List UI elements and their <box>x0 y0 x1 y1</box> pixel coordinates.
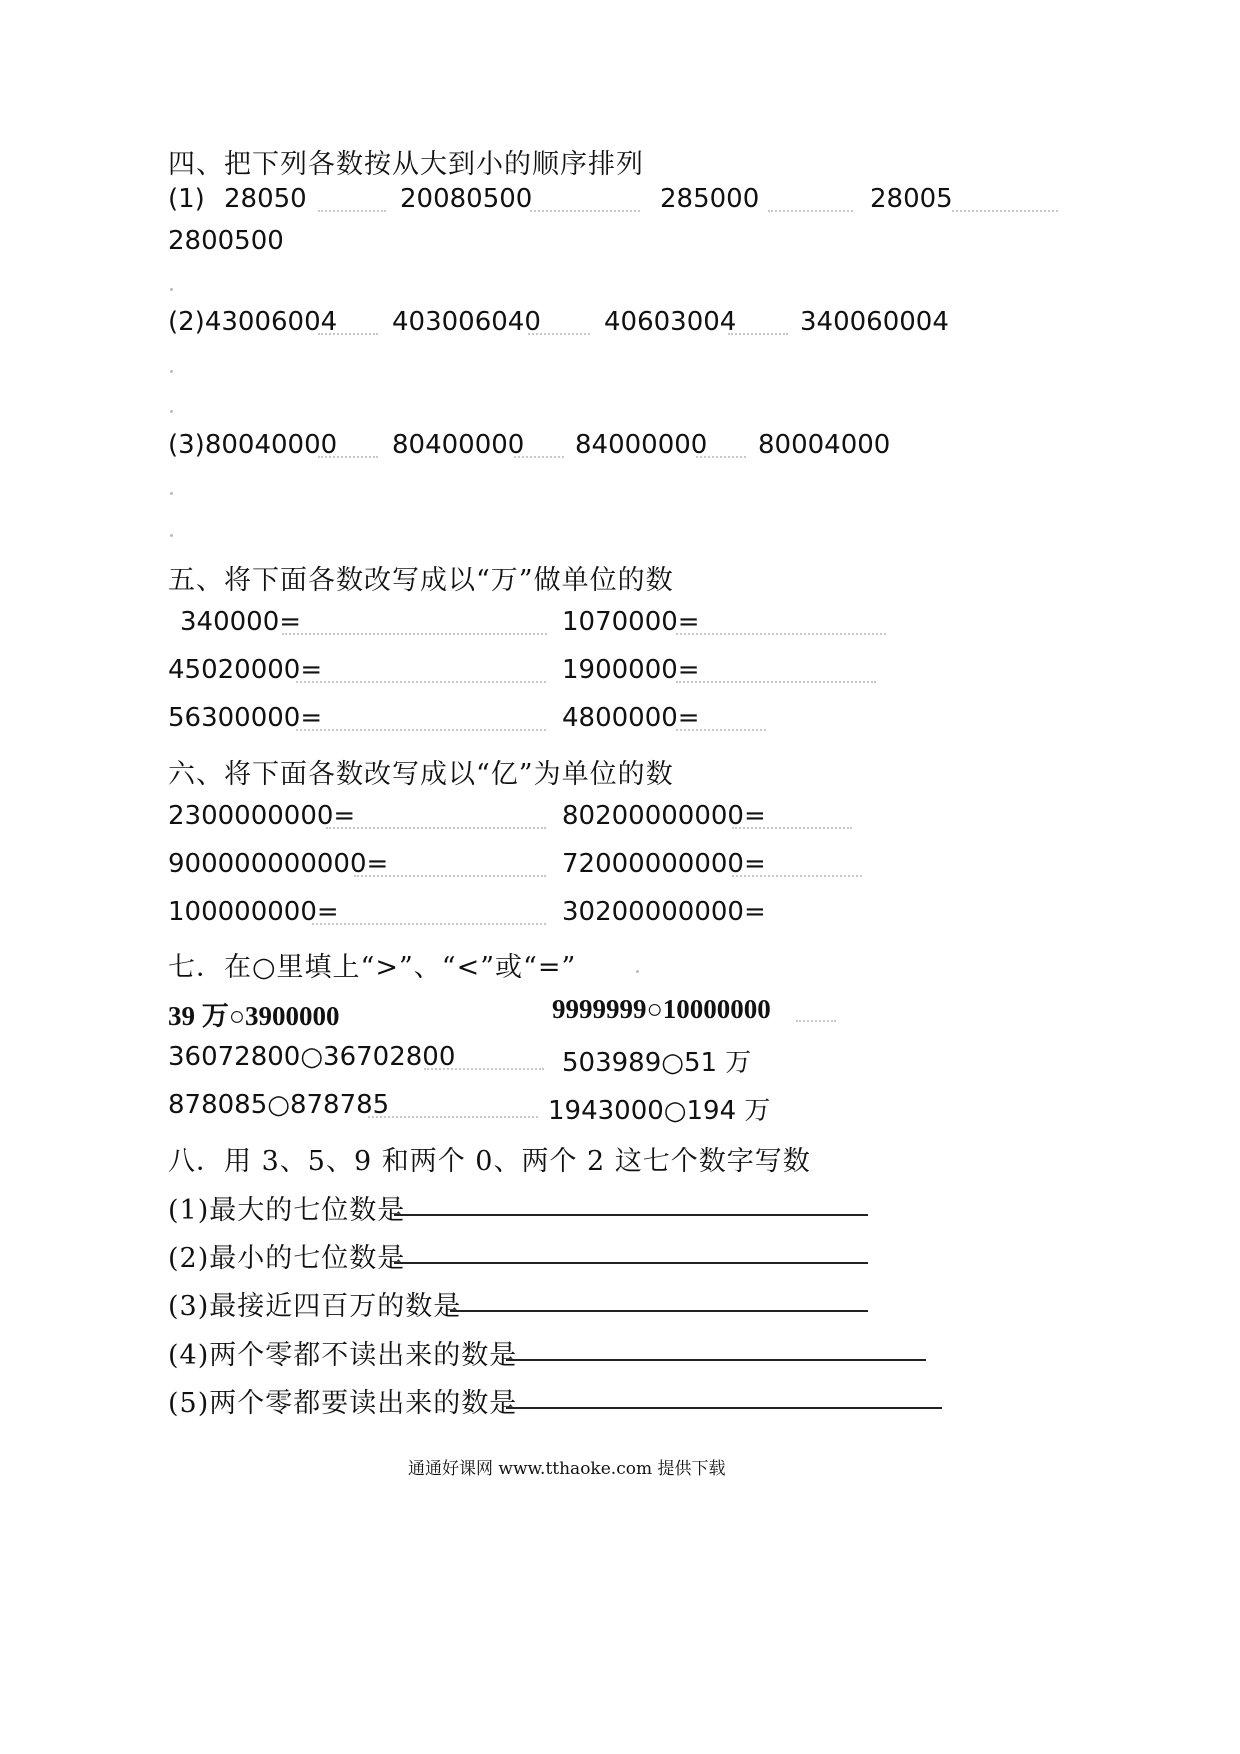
dotted-gap <box>368 1116 538 1118</box>
dotted-gap <box>732 827 852 829</box>
s4-r2-d: 340060004 <box>800 307 949 337</box>
dotted-gap <box>530 210 640 212</box>
dotted-gap <box>732 875 862 877</box>
answer-line-4[interactable] <box>506 1359 926 1361</box>
dotted-gap <box>728 333 788 335</box>
dotted-gap <box>296 729 546 731</box>
s4-r1-d: 28005 <box>870 184 953 214</box>
s4-r3-d: 80004000 <box>758 430 891 460</box>
dot-mark <box>636 970 639 973</box>
dotted-gap <box>318 456 378 458</box>
s5-item-2: 1070000= <box>562 607 700 637</box>
s4-r1-label: (1) <box>168 184 205 214</box>
dotted-gap <box>318 333 378 335</box>
dotted-gap <box>796 1020 836 1022</box>
s6-item-3: 900000000000= <box>168 849 389 879</box>
s4-r1-a: 28050 <box>224 184 307 214</box>
dotted-gap <box>296 681 546 683</box>
s6-item-2: 80200000000= <box>562 801 766 831</box>
s5-item-1: 340000= <box>180 607 302 637</box>
dotted-gap <box>768 210 853 212</box>
s4-r2-b: 403006040 <box>392 307 541 337</box>
dot-mark <box>170 288 173 291</box>
answer-line-1[interactable] <box>394 1214 868 1216</box>
s4-r1-e: 2800500 <box>168 226 284 256</box>
dotted-gap <box>514 456 564 458</box>
dotted-gap <box>326 827 546 829</box>
s6-item-6: 30200000000= <box>562 897 766 927</box>
s5-item-3: 45020000= <box>168 655 323 685</box>
section-5-title: 五、将下面各数改写成以“万”做单位的数 <box>168 565 674 596</box>
s7-item-3: 36072800○36702800 <box>168 1042 456 1072</box>
s4-r3-b: 80400000 <box>392 430 525 460</box>
dot-mark <box>170 492 173 495</box>
s5-item-5: 56300000= <box>168 703 323 733</box>
section-7-title: 七．在○里填上“>”、“<”或“=” <box>168 952 577 983</box>
s6-item-1: 2300000000= <box>168 801 356 831</box>
s7-item-2: 9999999○10000000 <box>552 994 771 1024</box>
dot-mark <box>170 410 173 413</box>
s7-item-5: 878085○878785 <box>168 1090 390 1120</box>
s8-item-1: (1)最大的七位数是 <box>168 1195 406 1226</box>
dotted-gap <box>318 210 386 212</box>
dotted-gap <box>312 923 546 925</box>
s5-item-6: 4800000= <box>562 703 700 733</box>
s8-item-2: (2)最小的七位数是 <box>168 1243 406 1274</box>
s7-item-4: 503989○51 万 <box>562 1048 752 1078</box>
answer-line-3[interactable] <box>450 1310 868 1312</box>
s4-r2-a: (2)43006004 <box>168 307 338 337</box>
dotted-gap <box>676 729 766 731</box>
s7-item-6: 1943000○194 万 <box>548 1096 771 1126</box>
s8-item-3: (3)最接近四百万的数是 <box>168 1291 462 1322</box>
answer-line-2[interactable] <box>394 1262 868 1264</box>
dotted-gap <box>676 681 876 683</box>
s6-item-4: 72000000000= <box>562 849 766 879</box>
dotted-gap <box>282 633 547 635</box>
s4-r3-c: 84000000 <box>575 430 708 460</box>
section-6-title: 六、将下面各数改写成以“亿”为单位的数 <box>168 759 674 790</box>
s4-r2-c: 40603004 <box>604 307 737 337</box>
s4-r1-c: 285000 <box>660 184 760 214</box>
dotted-gap <box>528 333 590 335</box>
footer-note: 通通好课网 www.tthaoke.com 提供下载 <box>408 1459 726 1479</box>
s8-item-4: (4)两个零都不读出来的数是 <box>168 1340 518 1371</box>
s6-item-5: 100000000= <box>168 897 339 927</box>
s7-item-1: 39 万○3900000 <box>168 1001 340 1031</box>
dot-mark <box>170 370 173 373</box>
dotted-gap <box>354 875 546 877</box>
answer-line-5[interactable] <box>506 1407 942 1409</box>
dotted-gap <box>952 210 1058 212</box>
s8-item-5: (5)两个零都要读出来的数是 <box>168 1388 518 1419</box>
s4-r3-a: (3)80040000 <box>168 430 338 460</box>
dot-mark <box>170 534 173 537</box>
s5-item-4: 1900000= <box>562 655 700 685</box>
section-4-title: 四、把下列各数按从大到小的顺序排列 <box>168 149 644 180</box>
dotted-gap <box>676 633 886 635</box>
s4-r1-b: 20080500 <box>400 184 533 214</box>
dotted-gap <box>696 456 746 458</box>
section-8-title: 八．用 3、5、9 和两个 0、两个 2 这七个数字写数 <box>168 1146 811 1177</box>
dotted-gap <box>424 1068 544 1070</box>
